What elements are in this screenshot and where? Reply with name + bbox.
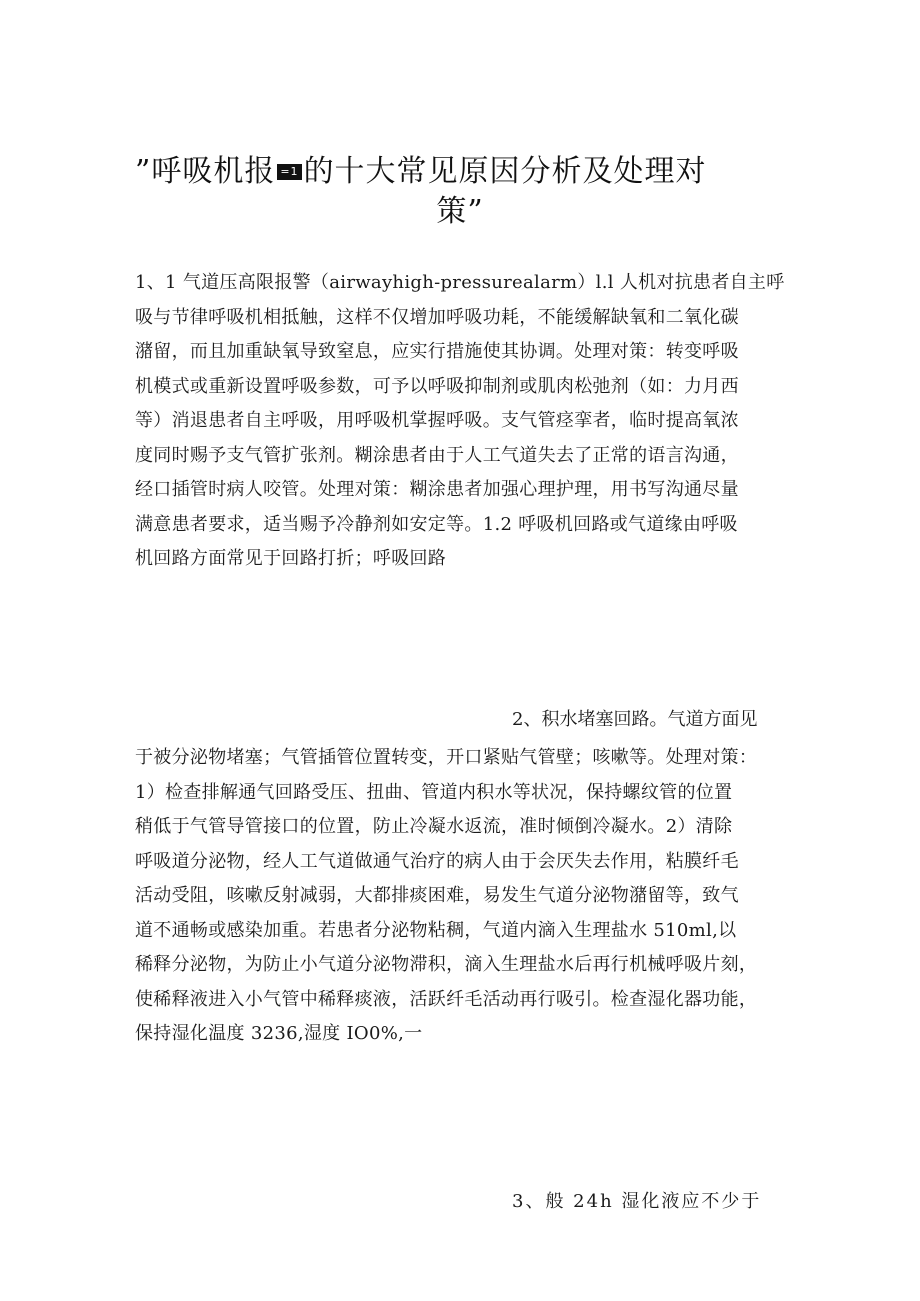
title-text-end: 的十大常见原因分析及处理对	[303, 154, 707, 189]
document-title-continuation: 策”	[436, 194, 484, 229]
text-line: 吸与节律呼吸机相抵触，这样不仅增加呼吸功耗，不能缓解缺氧和二氧化碳	[135, 306, 739, 328]
title-inline-mark: =1	[277, 164, 301, 180]
text-line: 道不通畅或感染加重。若患者分泌物粘稠，气道内滴入生理盐水 510ml,以	[135, 919, 737, 941]
text-line: 满意患者要求，适当赐予冷静剂如安定等。1.2 呼吸机回路或气道缘由呼吸	[135, 513, 738, 535]
section-1-paragraph	[135, 266, 790, 577]
text-line: 活动受阻，咳嗽反射减弱，大都排痰困难，易发生气道分泌物潴留等，致气	[135, 885, 739, 906]
text-line: 1、1 气道压高限报警（airwayhigh-pressurealarm）l.l 人机对抗患者自主呼	[135, 272, 785, 293]
text-line: 潴留，而且加重缺氧导致窒息，应实行措施使其协调。处理对策：转变呼吸	[135, 341, 739, 362]
text-line: 度同时赐予支气管扩张剂。糊涂患者由于人工气道失去了正常的语言沟通，	[135, 444, 739, 466]
text-line: 呼吸道分泌物，经人工气道做通气治疗的病人由于会厌失去作用，粘膜纤毛	[135, 850, 739, 872]
text-line: 使稀释液进入小气管中稀释痰液，活跃纤毛活动再行吸引。检查湿化器功能，	[135, 988, 758, 1010]
text-line: 等）消退患者自主呼吸，用呼吸机掌握呼吸。支气管痉挛者，临时提高氧浓	[135, 410, 739, 431]
section-2-paragraph	[135, 741, 790, 1052]
section-2-heading: 2、积水堵塞回路。气道方面见	[512, 709, 758, 730]
text-line: 1）检查排解通气回路受压、扭曲、管道内积水等状况，保持螺纹管的位置	[135, 781, 733, 803]
title-text-start: ”呼吸机报	[135, 154, 276, 189]
text-line: 稍低于气管导管接口的位置，防止冷凝水返流，准时倾倒冷凝水。2）清除	[135, 816, 733, 837]
text-line: 稀释分泌物，为防止小气道分泌物滞积，滴入生理盐水后再行机械呼吸片刻，	[135, 954, 758, 975]
text-line: 机回路方面常见于回路打折；呼吸回路	[135, 548, 447, 569]
text-line: 保持湿化温度 3236,湿度 IO0%,一	[135, 1023, 423, 1044]
text-line: 经口插管时病人咬管。处理对策：糊涂患者加强心理护理，用书写沟通尽量	[135, 479, 739, 500]
document-title	[135, 152, 785, 192]
text-line: 于被分泌物堵塞；气管插管位置转变，开口紧贴气管壁；咳嗽等。处理对策：	[135, 747, 758, 768]
text-line: 机模式或重新设置呼吸参数，可予以呼吸抑制剂或肌肉松弛剂（如：力月西	[135, 375, 739, 397]
section-3-heading: 3、般 24h 湿化液应不少于	[512, 1191, 762, 1212]
